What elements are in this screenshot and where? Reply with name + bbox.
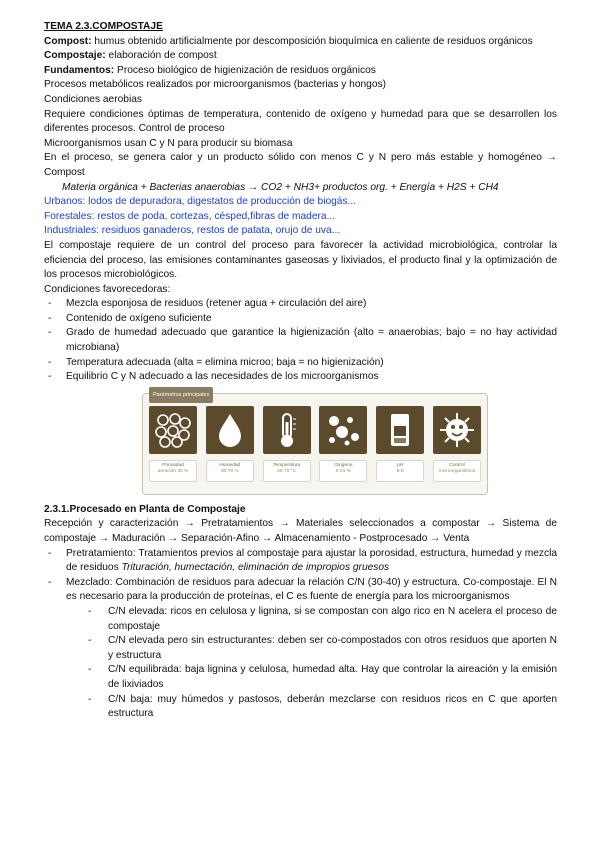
tile-microorganisms: Control microorganismos	[433, 406, 481, 482]
list-item: - C/N equilibrada: baja lignina y celulosa, humedad alta. Hay que controlar la aireación y la emisión de lixiviados	[44, 663, 557, 692]
def-compost: Compost: humus obtenido artificialmente por descomposición bioquímica en caliente de residuos orgánicos	[44, 35, 533, 47]
source-urbanos: Urbanos: lodos de depuradora, digestatos de producción de biogás...	[44, 196, 357, 208]
figure-tag: Parámetros principales	[149, 387, 213, 404]
ph-icon	[380, 410, 420, 450]
microorganism-icon	[437, 410, 477, 450]
text-line: Microorganismos usan C y N para producir su biomasa	[44, 137, 293, 149]
list-item: - Mezcla esponjosa de residuos (retener agua + circulación del aire)	[44, 297, 557, 312]
list-item: - C/N baja: muy húmedos y pastosos, deberán mezclarse con residuos ricos en C que aporten estructura	[44, 693, 557, 722]
list-item-mezclado: - Mezclado: Combinación de residuos para adecuar la relación C/N (30-40) y estructura. Co-compostaje. El N es necesario para la producción de proteínas, el C es fuente de energía para los microorganismos	[44, 576, 557, 605]
control-paragraph: El compostaje requiere de un control del proceso para favorecer la actividad microbiológica, controlar la eficiencia del proceso, las emisiones contaminantes gaseosas y lixiviados, el producto final y la optimización de los procesos microbiológicos.	[44, 239, 557, 281]
water-drop-icon	[210, 410, 250, 450]
oxygen-icon	[323, 410, 363, 450]
section-heading: 2.3.1.Procesado en Planta de Compostaje	[44, 503, 246, 515]
text-line: En el proceso, se genera calor y un producto sólido con menos C y N pero más estable y homogéneo → Compost	[44, 152, 557, 178]
page-title: TEMA 2.3.COMPOSTAJE	[44, 21, 163, 32]
conditions-heading: Condiciones favorecedoras:	[44, 283, 171, 295]
def-fundamentos: Fundamentos: Proceso biológico de higienización de residuos orgánicos	[44, 64, 376, 76]
cn-sublist	[44, 605, 557, 722]
list-item: - Temperatura adecuada (alta = elimina microo; baja = no higienización)	[44, 356, 557, 371]
tile-temperature: Temperatura 40-70 °C	[263, 406, 311, 482]
def-compostaje: Compostaje: elaboración de compost	[44, 50, 217, 62]
list-item: - Grado de humedad adecuado que garantice la higienización (alto = anaerobias; bajo = no hay actividad microbiana)	[44, 326, 557, 355]
text-line: Condiciones aerobias	[44, 93, 142, 105]
parameters-figure	[142, 393, 488, 495]
source-forestales: Forestales: restos de poda, cortezas, césped,fibras de madera...	[44, 210, 336, 222]
process-list	[44, 547, 557, 605]
tile-oxygen: Oxígeno 0-21 %	[319, 406, 367, 482]
tile-ph: pH 6-8	[376, 406, 424, 482]
list-item: - Equilibrio C y N adecuado a las necesidades de los microorganismos	[44, 370, 557, 385]
process-flow: Recepción y caracterización → Pretratamientos → Materiales seleccionados a compostar → Sistema de compostaje → Maduración → Separación-Afino → Almacenamiento - Postprocesado → Venta	[44, 518, 557, 545]
list-item: - C/N elevada: ricos en celulosa y lignina, si se compostan con algo rico en N acelera el proceso de compostaje	[44, 605, 557, 634]
reaction-formula: Materia orgánica + Bacterias anaerobias → CO2 + NH3+ productos org. + Energía + H2S + CH4	[62, 181, 499, 193]
list-item: - C/N elevada pero sin estructurantes: deben ser co-compostados con otros residuos que aporten N y estructura	[44, 634, 557, 663]
thermometer-icon	[267, 410, 307, 450]
list-item: - Contenido de oxígeno suficiente	[44, 312, 557, 327]
document-page	[44, 20, 557, 722]
text-line: Requiere condiciones óptimas de temperatura, contenido de oxígeno y humedad para que se desarrollen los diferentes procesos. Control de proceso	[44, 108, 557, 135]
porosity-icon	[153, 410, 193, 450]
source-industriales: Industriales: residuos ganaderos, restos de patata, orujo de uva...	[44, 225, 341, 237]
list-item-pretratamiento: - Pretratamiento: Tratamientos previos al compostaje para ajustar la porosidad, estructura, humedad y mezcla de residuos Trituración, humectación, eliminación de impropios gruesos	[44, 547, 557, 576]
tile-humidity: Humedad 30-70 %	[206, 406, 254, 482]
text-line: Procesos metabólicos realizados por microorganismos (bacterias y hongos)	[44, 79, 386, 91]
conditions-list	[44, 297, 557, 385]
tile-porosity: Porosidad aeración 30 %	[149, 406, 197, 482]
